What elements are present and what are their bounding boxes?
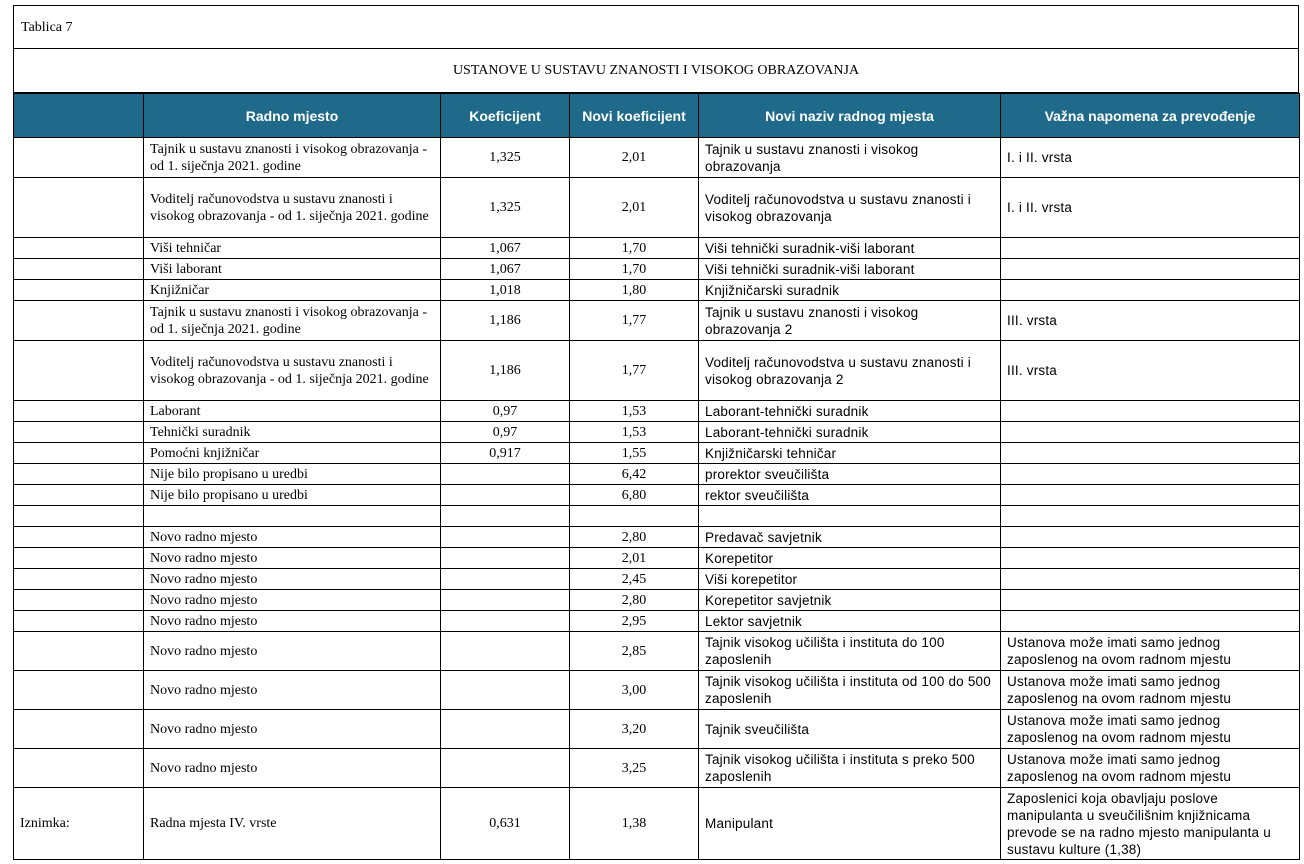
table-row bbox=[14, 341, 1300, 401]
cell-napomena bbox=[1001, 464, 1300, 485]
cell-note-label bbox=[14, 506, 144, 527]
cell-novi-koeficijent: 3,20 bbox=[570, 710, 699, 749]
table-title: USTANOVE U SUSTAVU ZNANOSTI I VISOKOG OBRAZOVANJA bbox=[13, 49, 1299, 93]
cell-novi-koeficijent: 2,80 bbox=[570, 590, 699, 611]
cell-note-label bbox=[14, 443, 144, 464]
header-novi-naziv: Novi naziv radnog mjesta bbox=[699, 94, 1001, 138]
header-napomena: Važna napomena za prevođenje bbox=[1001, 94, 1300, 138]
table-row bbox=[14, 749, 1300, 788]
cell-note-label bbox=[14, 301, 144, 341]
cell-radno-mjesto: Laborant bbox=[144, 401, 441, 422]
cell-radno-mjesto: Novo radno mjesto bbox=[144, 710, 441, 749]
cell-radno-mjesto: Novo radno mjesto bbox=[144, 548, 441, 569]
cell-novi-koeficijent: 6,80 bbox=[570, 485, 699, 506]
cell-note-label bbox=[14, 548, 144, 569]
cell-radno-mjesto: Novo radno mjesto bbox=[144, 569, 441, 590]
header-blank bbox=[14, 94, 144, 138]
table-row bbox=[14, 590, 1300, 611]
table-row bbox=[14, 259, 1300, 280]
table-row bbox=[14, 178, 1300, 238]
cell-radno-mjesto: Novo radno mjesto bbox=[144, 671, 441, 710]
cell-napomena bbox=[1001, 280, 1300, 301]
cell-napomena: Zaposlenici koja obavljaju poslove manipulanta u sveučilišnim knjižnicama prevode se na radno mjesto manipulanta u sustavu kulture (1,38) bbox=[1001, 788, 1300, 860]
cell-napomena bbox=[1001, 259, 1300, 280]
cell-radno-mjesto: Voditelj računovodstva u sustavu znanosti i visokog obrazovanja - od 1. siječnja 2021. godine bbox=[144, 341, 441, 401]
cell-note-label: Iznimka: bbox=[14, 788, 144, 860]
cell-novi-koeficijent: 1,38 bbox=[570, 788, 699, 860]
table-row bbox=[14, 506, 1300, 527]
cell-koeficijent bbox=[441, 632, 570, 671]
table-caption: Tablica 7 bbox=[13, 5, 1299, 49]
cell-novi-koeficijent: 1,70 bbox=[570, 238, 699, 259]
cell-novi-koeficijent: 1,80 bbox=[570, 280, 699, 301]
cell-radno-mjesto: Novo radno mjesto bbox=[144, 527, 441, 548]
cell-novi-koeficijent: 1,55 bbox=[570, 443, 699, 464]
cell-novi-naziv: Laborant-tehnički suradnik bbox=[699, 401, 1001, 422]
cell-koeficijent: 1,186 bbox=[441, 341, 570, 401]
table-header-row bbox=[14, 94, 1300, 138]
cell-radno-mjesto: Novo radno mjesto bbox=[144, 632, 441, 671]
table-row bbox=[14, 710, 1300, 749]
table-row bbox=[14, 238, 1300, 259]
cell-note-label bbox=[14, 569, 144, 590]
cell-novi-koeficijent: 2,80 bbox=[570, 527, 699, 548]
table-row bbox=[14, 138, 1300, 178]
cell-koeficijent bbox=[441, 485, 570, 506]
cell-note-label bbox=[14, 527, 144, 548]
table-row bbox=[14, 527, 1300, 548]
cell-radno-mjesto: Novo radno mjesto bbox=[144, 611, 441, 632]
cell-napomena bbox=[1001, 506, 1300, 527]
cell-radno-mjesto: Tajnik u sustavu znanosti i visokog obrazovanja - od 1. siječnja 2021. godine bbox=[144, 138, 441, 178]
cell-koeficijent bbox=[441, 710, 570, 749]
cell-napomena bbox=[1001, 611, 1300, 632]
cell-koeficijent: 0,917 bbox=[441, 443, 570, 464]
cell-novi-koeficijent: 6,42 bbox=[570, 464, 699, 485]
cell-napomena: III. vrsta bbox=[1001, 301, 1300, 341]
cell-novi-koeficijent: 2,95 bbox=[570, 611, 699, 632]
cell-koeficijent: 1,067 bbox=[441, 259, 570, 280]
cell-radno-mjesto: Novo radno mjesto bbox=[144, 590, 441, 611]
table-body bbox=[14, 138, 1300, 860]
cell-napomena bbox=[1001, 527, 1300, 548]
cell-note-label bbox=[14, 401, 144, 422]
cell-koeficijent bbox=[441, 569, 570, 590]
cell-note-label bbox=[14, 138, 144, 178]
cell-novi-naziv: Tajnik visokog učilišta i instituta s preko 500 zaposlenih bbox=[699, 749, 1001, 788]
cell-napomena bbox=[1001, 590, 1300, 611]
cell-novi-naziv: Korepetitor bbox=[699, 548, 1001, 569]
cell-radno-mjesto: Tajnik u sustavu znanosti i visokog obrazovanja - od 1. siječnja 2021. godine bbox=[144, 301, 441, 341]
cell-koeficijent: 0,631 bbox=[441, 788, 570, 860]
cell-novi-naziv: Manipulant bbox=[699, 788, 1001, 860]
cell-note-label bbox=[14, 259, 144, 280]
cell-napomena bbox=[1001, 443, 1300, 464]
header-radno-mjesto: Radno mjesto bbox=[144, 94, 441, 138]
cell-novi-naziv: Tajnik visokog učilišta i instituta od 100 do 500 zaposlenih bbox=[699, 671, 1001, 710]
cell-novi-koeficijent: 2,01 bbox=[570, 138, 699, 178]
cell-novi-koeficijent: 2,01 bbox=[570, 548, 699, 569]
cell-radno-mjesto: Nije bilo propisano u uredbi bbox=[144, 485, 441, 506]
cell-koeficijent: 1,018 bbox=[441, 280, 570, 301]
cell-napomena: I. i II. vrsta bbox=[1001, 178, 1300, 238]
cell-koeficijent: 1,325 bbox=[441, 178, 570, 238]
table-row bbox=[14, 464, 1300, 485]
cell-novi-naziv: Viši tehnički suradnik-viši laborant bbox=[699, 238, 1001, 259]
cell-novi-koeficijent: 2,01 bbox=[570, 178, 699, 238]
cell-napomena: Ustanova može imati samo jednog zaposlenog na ovom radnom mjestu bbox=[1001, 632, 1300, 671]
cell-note-label bbox=[14, 710, 144, 749]
cell-novi-naziv: Tajnik visokog učilišta i instituta do 100 zaposlenih bbox=[699, 632, 1001, 671]
cell-napomena bbox=[1001, 569, 1300, 590]
cell-novi-koeficijent: 2,45 bbox=[570, 569, 699, 590]
cell-note-label bbox=[14, 485, 144, 506]
cell-note-label bbox=[14, 238, 144, 259]
cell-novi-koeficijent: 3,00 bbox=[570, 671, 699, 710]
cell-novi-naziv: Laborant-tehnički suradnik bbox=[699, 422, 1001, 443]
table-row bbox=[14, 788, 1300, 860]
cell-koeficijent bbox=[441, 527, 570, 548]
cell-radno-mjesto: Nije bilo propisano u uredbi bbox=[144, 464, 441, 485]
cell-novi-naziv: Lektor savjetnik bbox=[699, 611, 1001, 632]
table-row bbox=[14, 401, 1300, 422]
cell-novi-koeficijent: 1,53 bbox=[570, 401, 699, 422]
cell-novi-naziv: rektor sveučilišta bbox=[699, 485, 1001, 506]
cell-novi-koeficijent: 2,85 bbox=[570, 632, 699, 671]
table-row bbox=[14, 280, 1300, 301]
header-koeficijent: Koeficijent bbox=[441, 94, 570, 138]
cell-novi-koeficijent: 3,25 bbox=[570, 749, 699, 788]
cell-note-label bbox=[14, 749, 144, 788]
cell-napomena bbox=[1001, 548, 1300, 569]
cell-napomena bbox=[1001, 401, 1300, 422]
cell-radno-mjesto: Viši tehničar bbox=[144, 238, 441, 259]
cell-napomena: Ustanova može imati samo jednog zaposlenog na ovom radnom mjestu bbox=[1001, 749, 1300, 788]
cell-note-label bbox=[14, 611, 144, 632]
cell-novi-koeficijent bbox=[570, 506, 699, 527]
cell-koeficijent: 1,067 bbox=[441, 238, 570, 259]
cell-koeficijent bbox=[441, 611, 570, 632]
cell-radno-mjesto: Tehnički suradnik bbox=[144, 422, 441, 443]
cell-radno-mjesto: Voditelj računovodstva u sustavu znanosti i visokog obrazovanja - od 1. siječnja 2021. godine bbox=[144, 178, 441, 238]
cell-note-label bbox=[14, 178, 144, 238]
cell-koeficijent bbox=[441, 464, 570, 485]
cell-note-label bbox=[14, 632, 144, 671]
table-row bbox=[14, 485, 1300, 506]
cell-novi-naziv: Viši tehnički suradnik-viši laborant bbox=[699, 259, 1001, 280]
cell-napomena bbox=[1001, 422, 1300, 443]
table-row bbox=[14, 301, 1300, 341]
cell-novi-naziv: Korepetitor savjetnik bbox=[699, 590, 1001, 611]
cell-novi-koeficijent: 1,53 bbox=[570, 422, 699, 443]
cell-koeficijent: 0,97 bbox=[441, 422, 570, 443]
cell-novi-koeficijent: 1,77 bbox=[570, 341, 699, 401]
cell-koeficijent bbox=[441, 506, 570, 527]
cell-napomena: III. vrsta bbox=[1001, 341, 1300, 401]
cell-napomena: I. i II. vrsta bbox=[1001, 138, 1300, 178]
table-row bbox=[14, 422, 1300, 443]
cell-note-label bbox=[14, 590, 144, 611]
cell-napomena bbox=[1001, 238, 1300, 259]
cell-radno-mjesto: Knjižničar bbox=[144, 280, 441, 301]
cell-koeficijent bbox=[441, 749, 570, 788]
cell-napomena bbox=[1001, 485, 1300, 506]
table-row bbox=[14, 548, 1300, 569]
table-row bbox=[14, 632, 1300, 671]
cell-koeficijent: 0,97 bbox=[441, 401, 570, 422]
cell-novi-naziv: Tajnik u sustavu znanosti i visokog obrazovanja 2 bbox=[699, 301, 1001, 341]
cell-radno-mjesto: Radna mjesta IV. vrste bbox=[144, 788, 441, 860]
cell-note-label bbox=[14, 280, 144, 301]
cell-novi-naziv: prorektor sveučilišta bbox=[699, 464, 1001, 485]
cell-novi-koeficijent: 1,70 bbox=[570, 259, 699, 280]
table-row bbox=[14, 671, 1300, 710]
cell-novi-naziv: Tajnik sveučilišta bbox=[699, 710, 1001, 749]
table-row bbox=[14, 569, 1300, 590]
cell-koeficijent bbox=[441, 671, 570, 710]
cell-novi-koeficijent: 1,77 bbox=[570, 301, 699, 341]
cell-napomena: Ustanova može imati samo jednog zaposlenog na ovom radnom mjestu bbox=[1001, 710, 1300, 749]
cell-novi-naziv: Predavač savjetnik bbox=[699, 527, 1001, 548]
cell-koeficijent bbox=[441, 590, 570, 611]
cell-novi-naziv: Voditelj računovodstva u sustavu znanosti i visokog obrazovanja bbox=[699, 178, 1001, 238]
cell-novi-naziv: Viši korepetitor bbox=[699, 569, 1001, 590]
cell-note-label bbox=[14, 671, 144, 710]
cell-koeficijent: 1,186 bbox=[441, 301, 570, 341]
cell-radno-mjesto: Novo radno mjesto bbox=[144, 749, 441, 788]
cell-note-label bbox=[14, 341, 144, 401]
table-row bbox=[14, 443, 1300, 464]
cell-napomena: Ustanova može imati samo jednog zaposlenog na ovom radnom mjestu bbox=[1001, 671, 1300, 710]
cell-radno-mjesto: Viši laborant bbox=[144, 259, 441, 280]
header-novi-koeficijent: Novi koeficijent bbox=[570, 94, 699, 138]
cell-novi-naziv: Voditelj računovodstva u sustavu znanosti i visokog obrazovanja 2 bbox=[699, 341, 1001, 401]
cell-novi-naziv: Knjižničarski suradnik bbox=[699, 280, 1001, 301]
cell-note-label bbox=[14, 464, 144, 485]
cell-note-label bbox=[14, 422, 144, 443]
cell-novi-naziv: Tajnik u sustavu znanosti i visokog obrazovanja bbox=[699, 138, 1001, 178]
cell-koeficijent bbox=[441, 548, 570, 569]
cell-novi-naziv: Knjižničarski tehničar bbox=[699, 443, 1001, 464]
table-row bbox=[14, 611, 1300, 632]
cell-novi-naziv bbox=[699, 506, 1001, 527]
document-frame bbox=[13, 5, 1299, 860]
cell-radno-mjesto bbox=[144, 506, 441, 527]
data-table bbox=[13, 93, 1300, 860]
cell-radno-mjesto: Pomoćni knjižničar bbox=[144, 443, 441, 464]
cell-koeficijent: 1,325 bbox=[441, 138, 570, 178]
